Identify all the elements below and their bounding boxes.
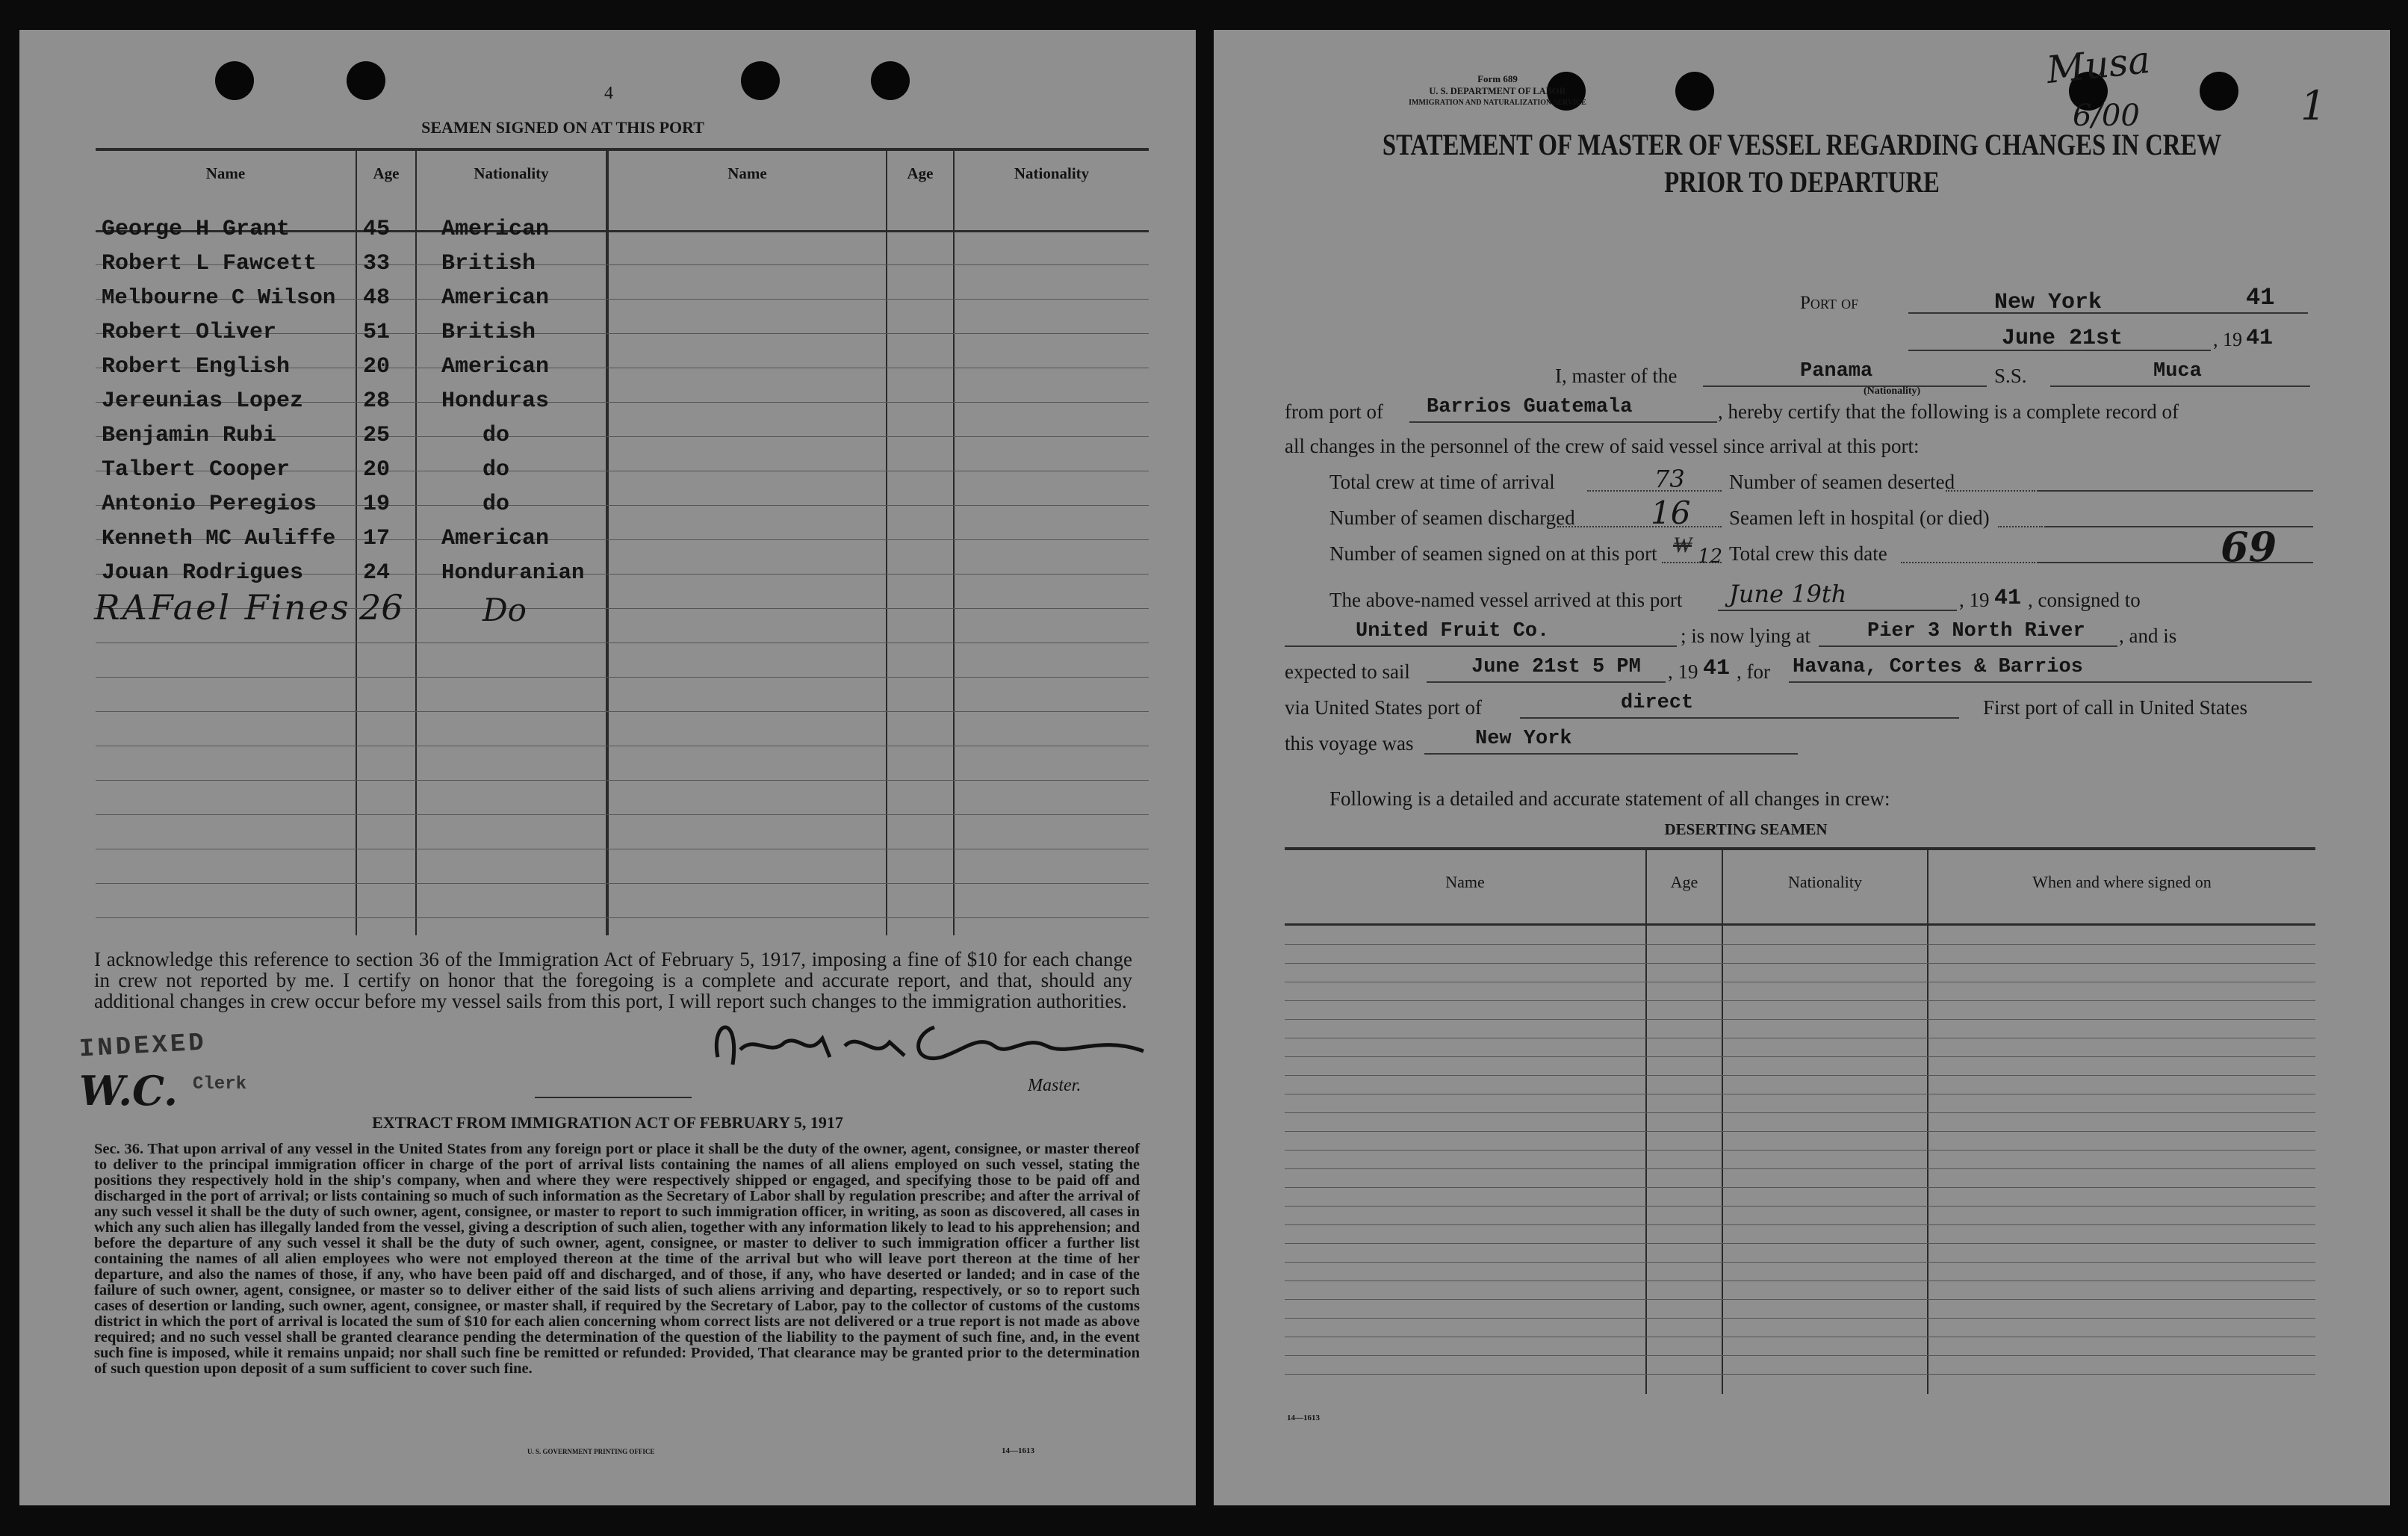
deserting-rule-line — [1285, 1243, 2315, 1244]
deserting-rule-line — [1285, 1150, 2315, 1151]
deserting-rule-line — [1285, 1299, 2315, 1300]
col-header-name-2: Name — [727, 164, 767, 182]
seaman-age: 17 — [363, 526, 391, 551]
via-value: direct — [1621, 692, 1694, 714]
port-label: Port of — [1800, 293, 1859, 313]
master-signature — [766, 1027, 771, 1028]
seamen-deserted-label: Number of seamen deserted — [1729, 471, 1955, 493]
deserting-rule-line — [1285, 963, 2315, 964]
seaman-name-handwritten: RAFael Fines — [94, 587, 351, 628]
deserting-rule-line — [1285, 1131, 2315, 1132]
destination: Havana, Cortes & Barrios — [1793, 656, 2083, 678]
deserting-rule-line — [1285, 1000, 2315, 1001]
seaman-name: Robert English — [102, 354, 291, 380]
seaman-name: Robert Oliver — [102, 320, 277, 345]
seaman-name: Jereunias Lopez — [102, 388, 304, 414]
col-header-age-2: Age — [907, 164, 934, 182]
form-code-left: 14—1613 — [1002, 1446, 1034, 1455]
form-title-line1: STATEMENT OF MASTER OF VESSEL REGARDING CHANGES IN CREW — [1382, 128, 2222, 161]
first-port-label: First port of call in United States — [1983, 696, 2247, 719]
seaman-nationality: Honduranian — [441, 560, 585, 585]
deserting-rule-line — [1285, 1206, 2315, 1207]
seaman-name: Jouan Rodrigues — [102, 560, 304, 586]
clerk-initials: W.C. — [79, 1067, 178, 1115]
ss-label: S.S. — [1994, 365, 2027, 387]
total-crew-arrival-label: Total crew at time of arrival — [1329, 471, 1555, 493]
right-page — [1214, 30, 2390, 1505]
seaman-name: Melbourne C Wilson — [102, 285, 336, 310]
form-code-right: 14—1613 — [1287, 1413, 1320, 1422]
arrived-value: June 19th — [1729, 580, 1847, 608]
form-number: Form 689 — [1477, 73, 1518, 84]
deserting-rule-line — [1285, 1355, 2315, 1356]
master-of-label: I, master of the — [1555, 365, 1678, 387]
seamen-signed-title: SEAMEN SIGNED ON AT THIS PORT — [421, 118, 704, 137]
seaman-nationality: British — [441, 320, 536, 345]
deserting-col-nationality: Nationality — [1788, 873, 1862, 891]
deserting-rule-line — [1285, 1224, 2315, 1225]
deserting-rule-line — [1285, 1112, 2315, 1113]
seaman-age: 25 — [363, 423, 391, 448]
extract-text: Sec. 36. That upon arrival of any vessel in the United States from any foreign port or place it shall be the duty of the owner, agent, consignee, or master thereof to deliver to the principal immigration officer in charge of the port of arrival lists containing the names of all aliens employed on such vessel, stating the positions they respectively hold in the ship's company, when and where they were respectively shipped or engaged, and specifying those to be paid off and discharged in the port of arrival; or lists containing so much of such information as the Secretary of Labor shall by regulation prescribe; and after the arrival of any such vessel it shall be the duty of such owner, agent, consignee, or master to report to such immigration officer, in writing, as soon as discovered, all cases in which any such alien has illegally landed from the vessel, giving a description of such alien, together with any information likely to lead to his apprehension; and before the departure of any such vessel it shall be the duty of such owner, agent, consignee, or master to deliver to such immigration officer a further list containing the names of all alien employees who were not employed thereon at the time of the arrival but who will leave port thereon at the time of her departure, and also the names of those, if any, who have been paid off and discharged, and of those, if any, who have deserted or landed; and in case of the failure of such owner, agent, consignee, or master so to deliver either of the said lists of such aliens arriving and departing, respectively, or so to report such cases of desertion or landing, such owner, agent, consignee, or master shall, if required by the Secretary of Labor, pay to the collector of customs of the customs district in which the port of arrival is located the sum of $10 for each alien concerning whom correct lists are not delivered or a true report is not made as above required; and no such vessel shall be granted clearance pending the determination of the question of the liability to the payment of such fine, and, in the event such fine is imposed, while it remains unpaid; nor shall such fine be remitted or refunded: Provided, That clearance may be granted prior to the determination of such question upon deposit of a sum sufficient to cover such fine. — [94, 1141, 1140, 1377]
seaman-nationality: American — [441, 526, 550, 551]
deserting-rule-line — [1285, 1262, 2315, 1263]
seaman-name: Robert L Fawcett — [102, 251, 317, 276]
hospital-label: Seamen left in hospital (or died) — [1729, 507, 1990, 529]
deserting-rule-line — [1285, 1187, 2315, 1188]
table-rule-line — [96, 642, 1149, 643]
col-header-nationality-2: Nationality — [1014, 164, 1090, 182]
seaman-age: 51 — [363, 320, 391, 345]
table-rule-line — [96, 711, 1149, 712]
sail-year: 41 — [1703, 656, 1731, 681]
printing-office: U. S. GOVERNMENT PRINTING OFFICE — [527, 1448, 655, 1455]
certify-text: , hereby certify that the following is a complete record of — [1718, 400, 2179, 423]
lying-at-label: ; is now lying at — [1681, 625, 1810, 647]
seaman-age: 33 — [363, 251, 391, 276]
expected-label: expected to sail — [1285, 660, 1410, 683]
seaman-nationality: do — [482, 423, 510, 448]
deserting-rule-line — [1285, 1056, 2315, 1057]
ship-name: Muca — [2153, 360, 2202, 383]
seaman-nationality: do — [482, 457, 510, 483]
deserting-rule-line — [1285, 944, 2315, 945]
seaman-age: 28 — [363, 388, 391, 414]
from-port-value: Barrios Guatemala — [1427, 396, 1633, 418]
sail-year-prefix: , 19 — [1668, 660, 1698, 683]
handwritten-ship-name: Musa — [2044, 37, 2153, 93]
and-is-label: , and is — [2119, 625, 2177, 647]
punch-hole — [1675, 72, 1714, 111]
handwritten-code: 6/00 — [2073, 99, 2140, 133]
for-label: , for — [1737, 660, 1770, 683]
deserting-rule-line — [1285, 1168, 2315, 1169]
deserting-col-age: Age — [1670, 873, 1698, 891]
deserting-rule-line — [1285, 1075, 2315, 1076]
seaman-age-handwritten: 26 — [359, 587, 403, 628]
deserting-col-name: Name — [1445, 873, 1485, 891]
col-header-name: Name — [205, 164, 246, 182]
signed-on-label: Number of seamen signed on at this port — [1329, 542, 1657, 565]
consigned-label: , consigned to — [2028, 589, 2141, 611]
seamen-discharged-value: 16 — [1651, 495, 1691, 531]
following-text: Following is a detailed and accurate statement of all changes in crew: — [1329, 787, 1890, 810]
via-label: via United States port of — [1285, 696, 1482, 719]
master-signature-scribble — [695, 1005, 1173, 1087]
table-rule-line — [96, 814, 1149, 815]
table-rule-line — [96, 917, 1149, 918]
total-crew-arrival-value: 73 — [1654, 465, 1685, 493]
seamen-discharged-label: Number of seamen discharged — [1329, 507, 1575, 529]
arrived-year: 41 — [1994, 586, 2022, 611]
col-header-nationality: Nationality — [474, 164, 549, 182]
year-prefix: , 19 — [2213, 329, 2242, 350]
deserting-rule-line — [1285, 1019, 2315, 1020]
changes-text: all changes in the personnel of the crew of said vessel since arrival at this port: — [1285, 435, 1920, 457]
port-value: New York — [1994, 290, 2103, 315]
seaman-nationality: do — [482, 492, 510, 517]
punch-hole — [741, 61, 780, 100]
extract-title: EXTRACT FROM IMMIGRATION ACT OF FEBRUARY 5, 1917 — [372, 1113, 843, 1132]
deserting-col-signed-on: When and where signed on — [2032, 873, 2212, 891]
seaman-name: Talbert Cooper — [102, 457, 291, 483]
seaman-nationality-handwritten: Do — [482, 592, 527, 628]
seaman-nationality: American — [441, 354, 550, 380]
seaman-nationality: British — [441, 251, 536, 276]
date-value: June 21st — [2002, 326, 2123, 351]
deserting-rule-line — [1285, 1318, 2315, 1319]
seaman-nationality: American — [441, 285, 550, 311]
arrived-label: The above-named vessel arrived at this port — [1329, 589, 1683, 611]
expected-value: June 21st 5 PM — [1471, 656, 1641, 678]
signed-on-value: 12 — [1698, 545, 1723, 568]
arrived-year-prefix: , 19 — [1959, 589, 1990, 611]
seaman-age: 20 — [363, 457, 391, 483]
nationality-caption: (Nationality) — [1864, 385, 1921, 397]
handwritten-mark: 1 — [2300, 82, 2327, 129]
form-title-line2: PRIOR TO DEPARTURE — [1664, 165, 1940, 199]
clerk-stamp: Clerk — [193, 1074, 247, 1094]
punch-hole — [871, 61, 910, 100]
table-rule-line — [96, 677, 1149, 678]
seaman-name: George H Grant — [102, 217, 291, 242]
seaman-age: 48 — [363, 285, 391, 311]
port-note: 41 — [2246, 284, 2275, 312]
col-header-age: Age — [373, 164, 400, 182]
total-crew-date-label: Total crew this date — [1729, 542, 1887, 565]
acknowledgment-text: I acknowledge this reference to section 36 of the Immigration Act of February 5, 1917, imposing a fine of $10 for each change in crew not reported by me. I certify on honor that the foregoing is a complete and accurate report, and that, should any additional changes in crew occur before my vessel sails from this port, I will report such changes to the immigration authorities. — [94, 948, 1132, 1012]
department: U. S. DEPARTMENT OF LABOR — [1429, 86, 1566, 96]
lying-at-value: Pier 3 North River — [1867, 620, 2085, 642]
table-rule-line — [96, 883, 1149, 884]
signed-on-crossed: ₩ — [1673, 532, 1692, 558]
left-page — [19, 30, 1196, 1505]
page-number: 4 — [604, 84, 613, 103]
nationality-value: Panama — [1800, 360, 1873, 383]
deserting-rule-line — [1285, 1374, 2315, 1375]
seaman-nationality: American — [441, 217, 550, 242]
seaman-age: 45 — [363, 217, 391, 242]
seaman-name: Antonio Peregios — [102, 492, 317, 517]
total-crew-date-value: 69 — [2221, 523, 2277, 571]
table-rule-line — [96, 780, 1149, 781]
seaman-age: 24 — [363, 560, 391, 586]
seaman-name: Benjamin Rubi — [102, 423, 277, 448]
punch-hole — [2200, 72, 2238, 111]
deserting-rule-line — [1285, 1280, 2315, 1281]
service: IMMIGRATION AND NATURALIZATION SERVICE — [1409, 99, 1586, 107]
voyage-value: New York — [1475, 728, 1572, 750]
seaman-age: 20 — [363, 354, 391, 380]
punch-hole — [347, 61, 385, 100]
seaman-name: Kenneth MC Auliffe — [102, 526, 336, 551]
seaman-nationality: Honduras — [441, 388, 550, 414]
voyage-label: this voyage was — [1285, 732, 1414, 755]
punch-hole — [215, 61, 254, 100]
indexed-stamp: INDEXED — [78, 1029, 208, 1065]
deserting-title: DESERTING SEAMEN — [1664, 820, 1828, 838]
year-value: 41 — [2246, 326, 2274, 351]
from-port-label: from port of — [1285, 400, 1383, 423]
consignee: United Fruit Co. — [1356, 620, 1550, 642]
seaman-age: 19 — [363, 492, 391, 517]
master-label: Master. — [1028, 1076, 1082, 1095]
